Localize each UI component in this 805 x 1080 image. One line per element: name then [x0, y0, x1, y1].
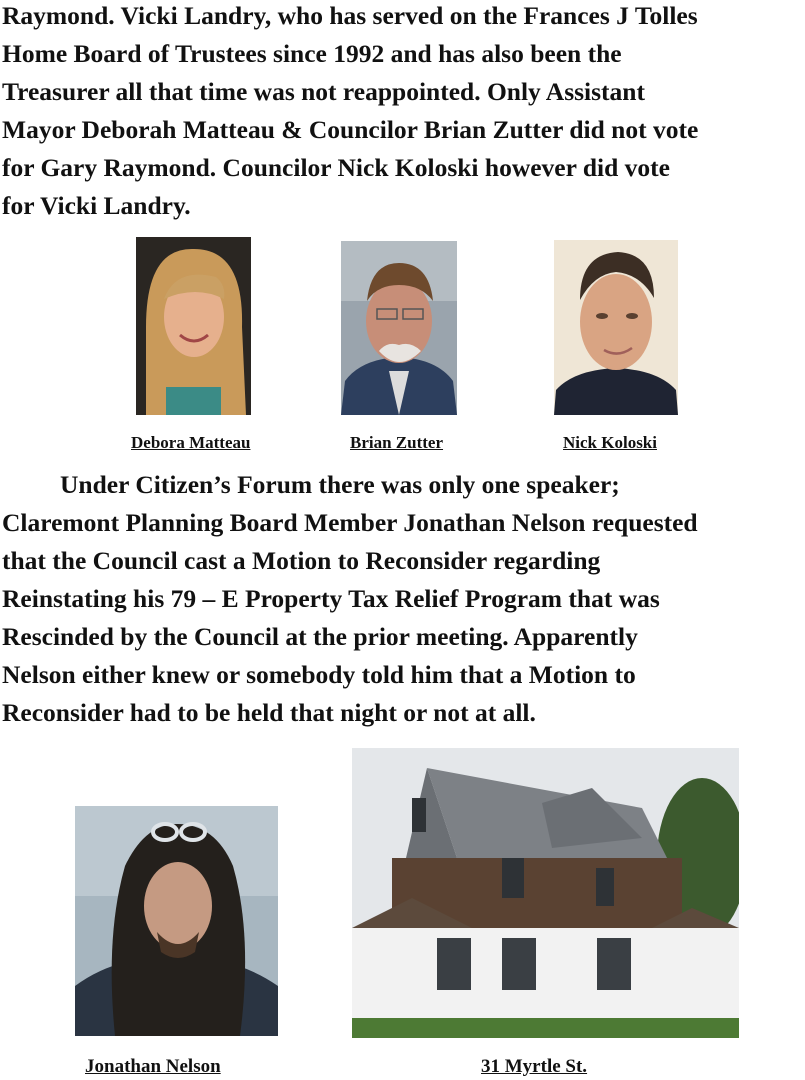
photo-brian-zutter: [341, 241, 457, 415]
text-line: that the Council cast a Motion to Reconsider regarding: [2, 546, 601, 575]
photo-31-myrtle-st: [352, 748, 739, 1038]
text-line: for Vicki Landry.: [2, 191, 191, 220]
text-line: Reinstating his 79 – E Property Tax Relief Program that was: [2, 584, 660, 613]
text-line: Mayor Deborah Matteau & Councilor Brian Zutter did not vote: [2, 115, 699, 144]
house-photo-icon: [352, 748, 739, 1038]
caption-debora-matteau: Debora Matteau: [131, 433, 251, 452]
text-line: Treasurer all that time was not reappointed. Only Assistant: [2, 77, 645, 106]
caption-brian-zutter: Brian Zutter: [350, 433, 444, 452]
paragraph-1: [2, 0, 805, 225]
text-line: Under Citizen’s Forum there was only one speaker;: [60, 470, 620, 499]
text-line: Claremont Planning Board Member Jonathan Nelson requested: [2, 508, 698, 537]
caption-jonathan-nelson: Jonathan Nelson: [85, 1056, 221, 1077]
text-line: Rescinded by the Council at the prior meeting. Apparently: [2, 622, 638, 651]
text-line: Reconsider had to be held that night or not at all.: [2, 698, 536, 727]
text-line: Nelson either knew or somebody told him that a Motion to: [2, 660, 636, 689]
paragraph-2: [2, 466, 805, 732]
man-portrait-icon: [341, 241, 457, 415]
caption-31-myrtle-st: 31 Myrtle St.: [481, 1056, 588, 1077]
text-line: for Gary Raymond. Councilor Nick Koloski however did vote: [2, 153, 670, 182]
man-portrait-icon: [75, 806, 278, 1036]
photo-jonathan-nelson: [75, 806, 278, 1036]
text-line: Raymond. Vicki Landry, who has served on the Frances J Tolles: [2, 1, 698, 30]
woman-portrait-icon: [136, 237, 251, 415]
caption-nick-koloski: Nick Koloski: [563, 433, 657, 452]
man-portrait-icon: [554, 240, 678, 415]
text-line: Home Board of Trustees since 1992 and has also been the: [2, 39, 622, 68]
photo-debora-matteau: [136, 237, 251, 415]
photo-nick-koloski: [554, 240, 678, 415]
